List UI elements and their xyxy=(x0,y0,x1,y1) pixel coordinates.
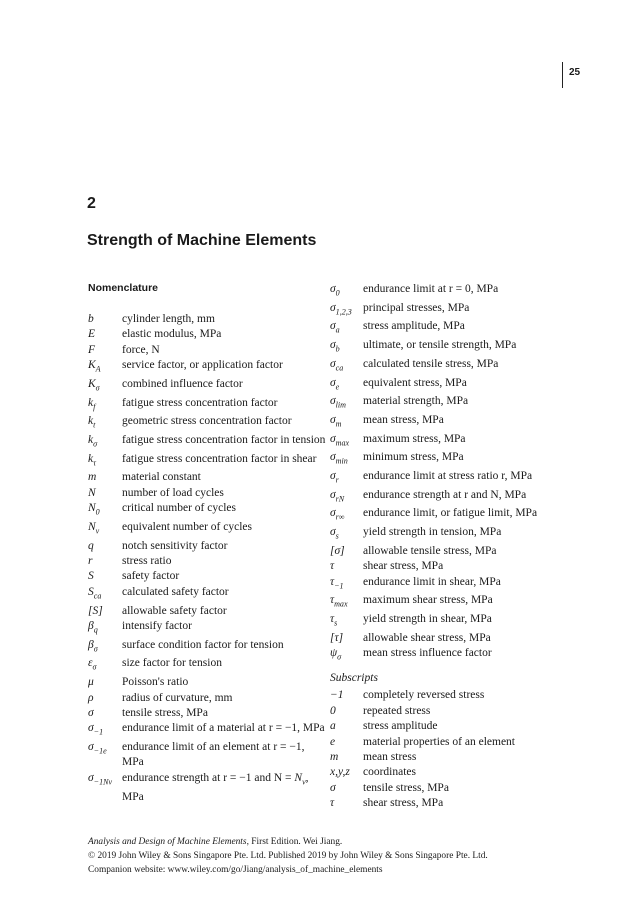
symbol: $\beta_\sigma$ xyxy=(88,638,98,653)
nomenclature-entry xyxy=(330,469,560,488)
nomenclature-entry xyxy=(330,612,560,631)
nomenclature-entry xyxy=(88,312,328,327)
nomenclature-entry xyxy=(330,631,560,646)
nomenclature-entry xyxy=(88,675,328,690)
nomenclature-entry xyxy=(330,357,560,376)
symbol-description: endurance limit, or fatigue limit, MPa xyxy=(363,507,538,520)
nomenclature-entry xyxy=(88,520,328,539)
nomenclature-entry xyxy=(330,593,560,612)
symbol: $S_{ca}$ xyxy=(88,585,102,601)
nomenclature-entry xyxy=(88,452,328,471)
symbol-description: equivalent stress, MPa xyxy=(363,376,467,389)
symbol-description: critical number of cycles xyxy=(122,502,236,515)
symbol: $\tau_{-1}$ xyxy=(330,575,344,590)
symbol: $\sigma_{max}$ xyxy=(330,432,350,447)
symbol-description: stress amplitude xyxy=(363,720,438,733)
nomenclature-entry xyxy=(330,301,560,320)
symbol: $K_A$ xyxy=(88,359,101,374)
symbol-description: allowable safety factor xyxy=(122,604,227,617)
nomenclature-entry xyxy=(330,646,560,665)
symbol-description: tensile stress, MPa xyxy=(122,706,208,719)
subscript-entry xyxy=(330,750,560,765)
symbol: m xyxy=(88,471,97,484)
symbol: $\sigma_e$ xyxy=(330,376,340,391)
nomenclature-entry xyxy=(330,488,560,507)
symbol-description: endurance limit of a material at r = −1, MPa xyxy=(122,722,325,735)
chapter-number: 2 xyxy=(87,195,96,212)
symbol-description: tensile stress, MPa xyxy=(363,781,449,794)
nomenclature-entry xyxy=(88,414,328,433)
symbol: $\psi_\sigma$ xyxy=(330,647,342,662)
symbol-description: size factor for tension xyxy=(122,657,222,670)
symbol-description: endurance limit in shear, MPa xyxy=(363,575,501,588)
nomenclature-entry xyxy=(88,327,328,342)
symbol: $\sigma_a$ xyxy=(330,320,340,335)
symbol: $k_t$ xyxy=(88,415,96,430)
nomenclature-entry xyxy=(330,338,560,357)
subscript-entry xyxy=(330,704,560,719)
subscripts-heading: Subscripts xyxy=(330,671,378,684)
right-symbol-list xyxy=(330,282,560,665)
symbol-description: shear stress, MPa xyxy=(363,797,444,810)
nomenclature-entry xyxy=(88,706,328,721)
symbol-description: yield strength in shear, MPa xyxy=(363,613,492,626)
symbol-description: service factor, or application factor xyxy=(122,359,283,372)
symbol: m xyxy=(330,750,339,763)
symbol: $\sigma_m$ xyxy=(330,413,342,429)
symbol: x,y,z xyxy=(330,766,350,779)
symbol-description: surface condition factor for tension xyxy=(122,638,284,651)
nomenclature-left-column xyxy=(88,312,328,805)
symbol: $k_\tau$ xyxy=(88,452,96,468)
nomenclature-entry xyxy=(88,470,328,485)
symbol: μ xyxy=(88,676,94,689)
nomenclature-entry xyxy=(88,433,328,452)
symbol: $K_\sigma$ xyxy=(88,377,100,393)
chapter-title: Strength of Machine Elements xyxy=(87,232,317,249)
nomenclature-entry xyxy=(330,544,560,559)
subscripts-list xyxy=(330,688,560,811)
symbol-description: material constant xyxy=(122,471,201,484)
nomenclature-entry xyxy=(88,554,328,569)
symbol-description: allowable tensile stress, MPa xyxy=(363,544,497,557)
symbol: q xyxy=(88,539,94,552)
symbol: $N_v$ xyxy=(88,520,100,536)
symbol: $\tau_{max}$ xyxy=(330,594,348,609)
nomenclature-entry xyxy=(330,413,560,432)
page-number-marker xyxy=(562,62,580,88)
symbol: ρ xyxy=(88,691,94,704)
symbol-description: notch sensitivity factor xyxy=(122,539,228,552)
symbol-description: completely reversed stress xyxy=(363,689,485,702)
symbol-description: fatigue stress concentration factor in tension xyxy=(122,434,326,447)
symbol-description: elastic modulus, MPa xyxy=(122,328,222,341)
symbol: r xyxy=(88,555,93,568)
symbol-description: geometric stress concentration factor xyxy=(122,415,292,428)
symbol-description: safety factor xyxy=(122,570,180,583)
symbol-description: force, N xyxy=(122,343,160,356)
nomenclature-entry xyxy=(330,319,560,338)
nomenclature-entry xyxy=(88,721,328,740)
symbol: N xyxy=(88,486,96,499)
symbol-description: maximum stress, MPa xyxy=(363,432,466,445)
symbol: [S] xyxy=(88,604,103,617)
nomenclature-entry xyxy=(88,656,328,675)
nomenclature-entry xyxy=(88,377,328,396)
symbol-description: principal stresses, MPa xyxy=(363,301,470,314)
footer-book-title: Analysis and Design of Machine Elements xyxy=(88,837,247,847)
footer-edition: , First Edition. Wei Jiang. xyxy=(246,837,343,847)
symbol-description: endurance strength at r and N, MPa xyxy=(363,488,527,501)
symbol-description: endurance strength at r = −1 and $N = N_v$, MPa xyxy=(122,771,309,803)
symbol: σ xyxy=(88,706,94,719)
symbol: $\sigma_{-1}$ xyxy=(88,722,104,737)
symbol-description: endurance limit at r = 0, MPa xyxy=(363,283,499,295)
footer-citation xyxy=(88,836,488,850)
nomenclature-entry xyxy=(88,619,328,638)
symbol: $\sigma_r$ xyxy=(330,470,339,485)
nomenclature-entry xyxy=(330,282,560,301)
nomenclature-entry xyxy=(88,638,328,657)
symbol: a xyxy=(330,720,336,733)
nomenclature-right-column xyxy=(330,282,560,812)
symbol-description: ultimate, or tensile strength, MPa xyxy=(363,339,517,352)
symbol-description: calculated safety factor xyxy=(122,585,229,598)
symbol-description: material strength, MPa xyxy=(363,395,469,408)
symbol-description: fatigue stress concentration factor xyxy=(122,396,278,409)
symbol: $\sigma_{ca}$ xyxy=(330,357,344,373)
symbol-description: radius of curvature, mm xyxy=(122,691,233,704)
symbol: [σ] xyxy=(330,544,345,557)
subscript-entry xyxy=(330,765,560,780)
subscript-entry xyxy=(330,781,560,796)
symbol-description: coordinates xyxy=(363,766,417,779)
symbol: $\sigma_{rN}$ xyxy=(330,488,345,504)
symbol-description: combined influence factor xyxy=(122,377,243,390)
nomenclature-entry xyxy=(88,691,328,706)
nomenclature-entry xyxy=(88,343,328,358)
nomenclature-entry xyxy=(88,740,328,771)
symbol: b xyxy=(88,313,94,325)
nomenclature-entry xyxy=(330,506,560,525)
symbol-description: equivalent number of cycles xyxy=(122,520,252,533)
symbol-description: endurance limit of an element at r = −1, MPa xyxy=(122,741,305,769)
symbol: [τ] xyxy=(330,631,344,644)
symbol: $N_0$ xyxy=(88,502,100,517)
symbol: $\sigma_{min}$ xyxy=(330,451,348,466)
symbol-description: shear stress, MPa xyxy=(363,560,444,573)
symbol: S xyxy=(88,570,94,583)
nomenclature-entry xyxy=(330,559,560,574)
symbol-description: material properties of an element xyxy=(363,735,515,748)
nomenclature-entry xyxy=(88,501,328,520)
symbol: τ xyxy=(330,560,335,573)
symbol-description: yield strength in tension, MPa xyxy=(363,526,502,539)
symbol-description: stress amplitude, MPa xyxy=(363,320,465,333)
symbol-description: cylinder length, mm xyxy=(122,313,215,325)
symbol-description: fatigue stress concentration factor in shear xyxy=(122,452,317,465)
symbol: τ xyxy=(330,797,335,810)
symbol: $\sigma_{-1e}$ xyxy=(88,741,107,756)
symbol: $k_\sigma$ xyxy=(88,434,98,449)
nomenclature-entry xyxy=(88,358,328,377)
symbol: F xyxy=(88,343,96,356)
symbol-description: repeated stress xyxy=(363,704,431,717)
nomenclature-entry xyxy=(330,525,560,544)
nomenclature-entry xyxy=(88,604,328,619)
nomenclature-entry xyxy=(330,376,560,395)
symbol: σ xyxy=(330,781,336,794)
nomenclature-entry xyxy=(88,585,328,604)
symbol: $\sigma_{r\infty}$ xyxy=(330,507,345,522)
symbol: E xyxy=(88,328,96,341)
symbol: $\tau_s$ xyxy=(330,613,338,628)
symbol-description: intensify factor xyxy=(122,619,192,632)
symbol-description: minimum stress, MPa xyxy=(363,451,464,464)
symbol: $\beta_q$ xyxy=(88,619,98,635)
symbol-description: maximum shear stress, MPa xyxy=(363,594,493,607)
nomenclature-entry xyxy=(330,575,560,594)
symbol-description: stress ratio xyxy=(122,555,172,568)
subscript-entry xyxy=(330,719,560,734)
symbol: $\sigma_{lim}$ xyxy=(330,395,346,410)
nomenclature-entry xyxy=(330,450,560,469)
symbol: $\varepsilon_\sigma$ xyxy=(88,657,97,672)
symbol-description: Poisson's ratio xyxy=(122,676,189,689)
symbol: $\sigma_s$ xyxy=(330,526,339,541)
nomenclature-entry xyxy=(88,486,328,501)
nomenclature-entry xyxy=(88,396,328,415)
page-number: 25 xyxy=(569,67,581,78)
symbol: $\sigma_{1,2,3}$ xyxy=(330,301,352,316)
nomenclature-entry xyxy=(330,394,560,413)
symbol-description: calculated tensile stress, MPa xyxy=(363,357,499,370)
nomenclature-entry xyxy=(88,569,328,584)
subscript-entry xyxy=(330,796,560,811)
symbol: $\sigma_0$ xyxy=(330,283,340,298)
symbol: −1 xyxy=(330,689,344,702)
nomenclature-entry xyxy=(88,771,328,805)
symbol-description: endurance limit at stress ratio r, MPa xyxy=(363,470,533,483)
nomenclature-heading: Nomenclature xyxy=(88,282,159,294)
subscript-entry xyxy=(330,688,560,703)
footer-copyright: © 2019 John Wiley & Sons Singapore Pte. Ltd. Published 2019 by John Wiley & Sons Singapore Pte. Ltd. xyxy=(88,850,488,861)
subscript-entry xyxy=(330,735,560,750)
page-footer xyxy=(88,836,488,877)
symbol: e xyxy=(330,735,336,748)
symbol-description: number of load cycles xyxy=(122,486,224,499)
symbol: $k_f$ xyxy=(88,396,96,411)
nomenclature-entry xyxy=(88,539,328,554)
symbol-description: mean stress xyxy=(363,750,417,763)
symbol-description: allowable shear stress, MPa xyxy=(363,631,491,644)
symbol-description: mean stress influence factor xyxy=(363,647,492,660)
symbol: $\sigma_b$ xyxy=(330,339,340,354)
symbol: $\sigma_{-1Nv}$ xyxy=(88,771,113,787)
nomenclature-entry xyxy=(330,432,560,451)
symbol-description: mean stress, MPa xyxy=(363,413,444,426)
footer-website: Companion website: www.wiley.com/go/Jiang/analysis_of_machine_elements xyxy=(88,864,383,875)
symbol: 0 xyxy=(330,704,336,717)
